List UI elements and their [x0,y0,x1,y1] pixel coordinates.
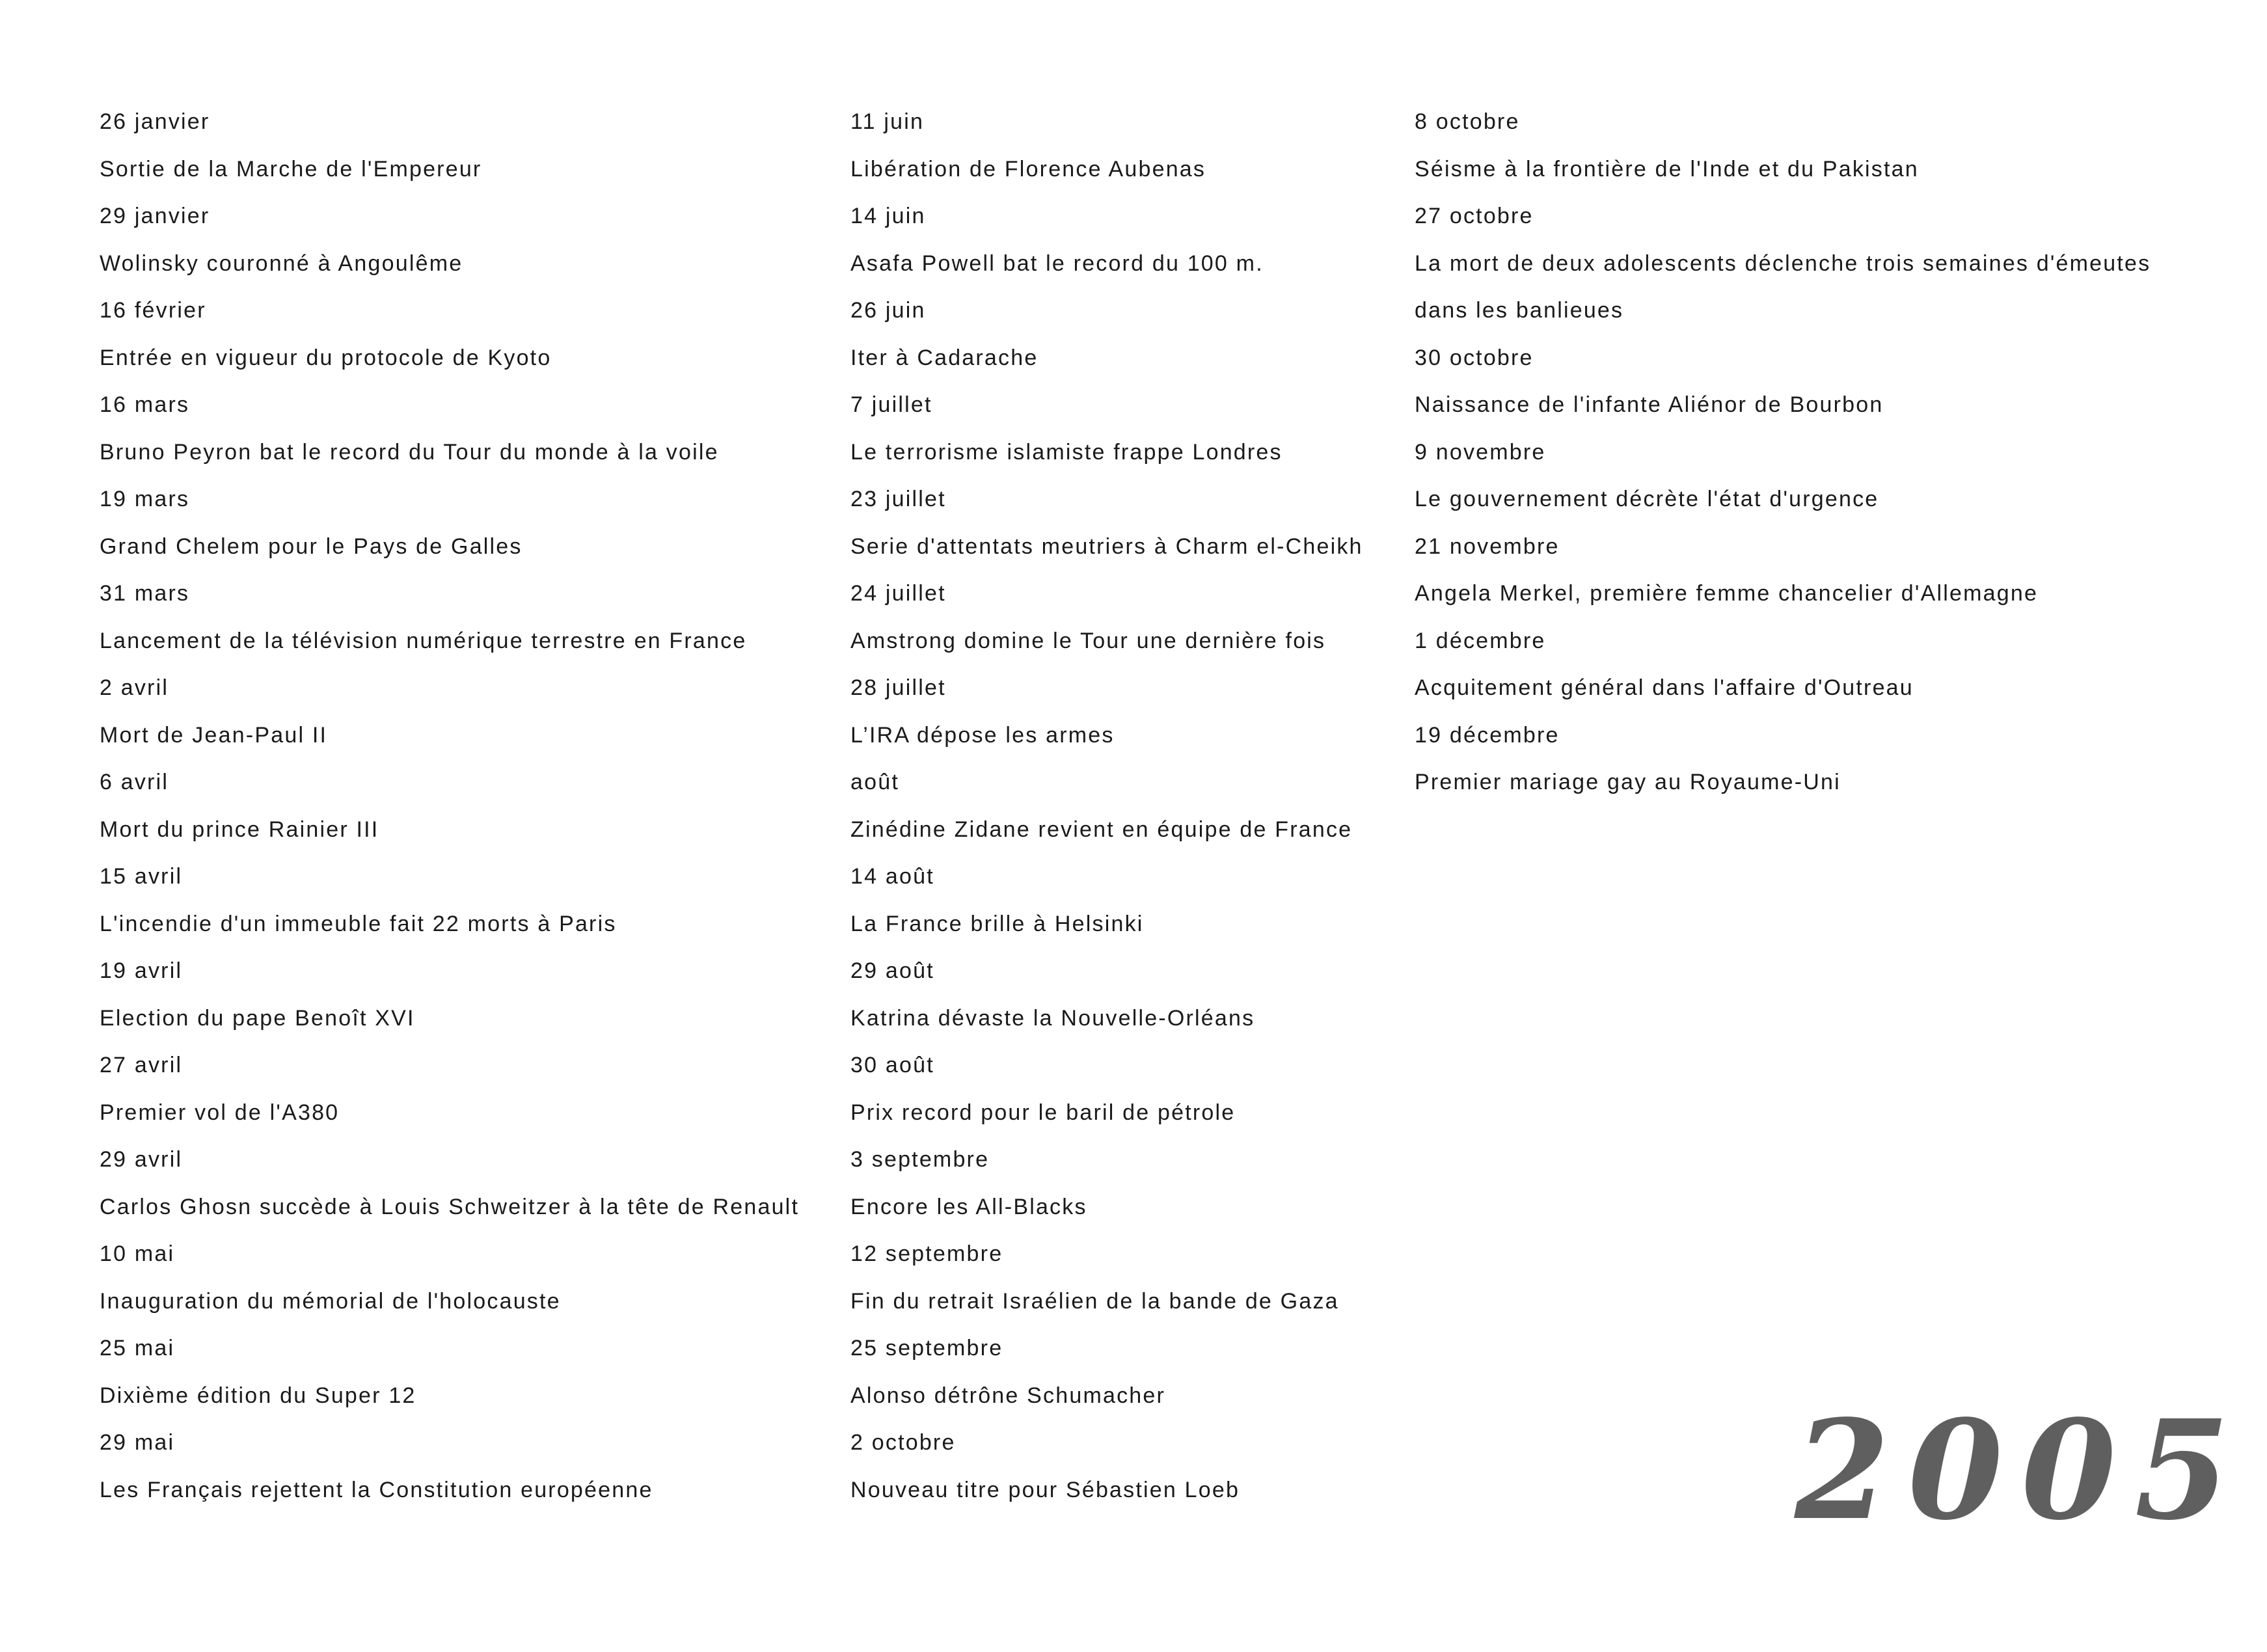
entry-date: 3 septembre [850,1147,990,1172]
entry-date: 30 août [850,1053,934,1077]
entry-date: 9 novembre [1415,439,1546,465]
entry-date: 14 août [850,864,934,889]
entry-date: 29 août [850,958,934,983]
entry-event: Katrina dévaste la Nouvelle-Orléans [850,1005,1255,1031]
entry-date: 6 avril [100,770,169,794]
entry-date: 28 juillet [850,675,946,700]
entry-date: 7 juillet [850,392,932,417]
entry-event: Entrée en vigueur du protocole de Kyoto [100,345,552,370]
entry-event: Naissance de l'infante Aliénor de Bourbon [1415,392,1884,417]
entry-event: Carlos Ghosn succède à Louis Schweitzer à la tête de Renault [100,1194,800,1219]
entry-date: 14 juin [850,204,926,228]
entry-date: 8 octobre [1415,109,1520,134]
entry-event: Fin du retrait Israélien de la bande de Gaza [850,1288,1339,1314]
entry-date: 16 février [100,298,206,323]
entry-event: Election du pape Benoît XVI [100,1005,415,1031]
timeline-column-1 [100,98,828,1513]
entry-event: Lancement de la télévision numérique terrestre en France [100,628,747,653]
entry-date: 25 septembre [850,1336,1003,1361]
entry-event: Dixième édition du Super 12 [100,1383,416,1408]
entry-event: Wolinsky couronné à Angoulême [100,251,463,276]
entry-date: 31 mars [100,581,190,606]
timeline-column-2 [850,98,1397,1513]
entry-event: Le gouvernement décrète l'état d'urgence [1415,487,1879,511]
entry-date: 19 décembre [1415,722,1560,748]
entry-date: 2 avril [100,675,169,700]
entry-date: 15 avril [100,864,183,889]
entry-event: Asafa Powell bat le record du 100 m. [850,251,1264,276]
entry-date: 25 mai [100,1336,175,1361]
entry-event: Alonso détrône Schumacher [850,1383,1166,1408]
entry-event: Premier mariage gay au Royaume-Uni [1415,770,1841,794]
entry-event: Inauguration du mémorial de l'holocauste [100,1288,561,1314]
entry-event: Sortie de la Marche de l'Empereur [100,156,482,182]
entry-date: 2 octobre [850,1430,956,1455]
entry-date: 12 septembre [850,1241,1003,1266]
entry-date: 29 mai [100,1430,175,1455]
entry-date: 23 juillet [850,487,946,511]
entry-event: Encore les All-Blacks [850,1194,1087,1219]
entry-date: 11 juin [850,109,925,134]
entry-event: Les Français rejettent la Constitution européenne [100,1477,653,1502]
entry-event: La mort de deux adolescents déclenche trois semaines d'émeutes dans les banlieues [1415,251,2151,323]
timeline-column-3 [1415,98,2189,806]
entry-date: 26 janvier [100,109,210,134]
entry-event: Prix record pour le baril de pétrole [850,1100,1236,1125]
entry-date: août [850,770,899,794]
entry-date: 29 janvier [100,204,210,228]
entry-event: L’IRA dépose les armes [850,722,1115,748]
entry-date: 30 octobre [1415,345,1534,370]
entry-event: La France brille à Helsinki [850,911,1144,936]
entry-date: 29 avril [100,1147,183,1172]
entry-event: Nouveau titre pour Sébastien Loeb [850,1477,1240,1502]
entry-date: 21 novembre [1415,534,1560,559]
entry-event: Grand Chelem pour le Pays de Galles [100,534,523,559]
entry-event: Séisme à la frontière de l'Inde et du Pakistan [1415,156,1919,182]
entry-event: Acquitement général dans l'affaire d'Outreau [1415,675,1914,700]
entry-date: 16 mars [100,392,190,417]
entry-event: Amstrong domine le Tour une dernière fois [850,628,1326,653]
entry-date: 10 mai [100,1241,175,1266]
year-title: 2005 [1795,1390,2248,1550]
entry-event: Iter à Cadarache [850,345,1038,370]
entry-date: 19 mars [100,487,190,511]
entry-date: 24 juillet [850,581,946,606]
entry-date: 26 juin [850,298,926,323]
entry-event: Premier vol de l'A380 [100,1100,340,1125]
entry-event: Zinédine Zidane revient en équipe de France [850,817,1353,842]
entry-date: 19 avril [100,958,183,983]
entry-event: Mort de Jean-Paul II [100,722,328,748]
entry-event: L'incendie d'un immeuble fait 22 morts à Paris [100,911,617,936]
entry-event: Le terrorisme islamiste frappe Londres [850,439,1283,465]
entry-date: 27 avril [100,1053,183,1077]
entry-event: Libération de Florence Aubenas [850,156,1206,182]
entry-event: Serie d'attentats meutriers à Charm el-Cheikh [850,534,1363,559]
entry-event: Bruno Peyron bat le record du Tour du monde à la voile [100,439,719,465]
entry-date: 27 octobre [1415,204,1534,228]
entry-date: 1 décembre [1415,628,1546,653]
entry-event: Angela Merkel, première femme chancelier d'Allemagne [1415,581,2039,606]
entry-event: Mort du prince Rainier III [100,817,379,842]
